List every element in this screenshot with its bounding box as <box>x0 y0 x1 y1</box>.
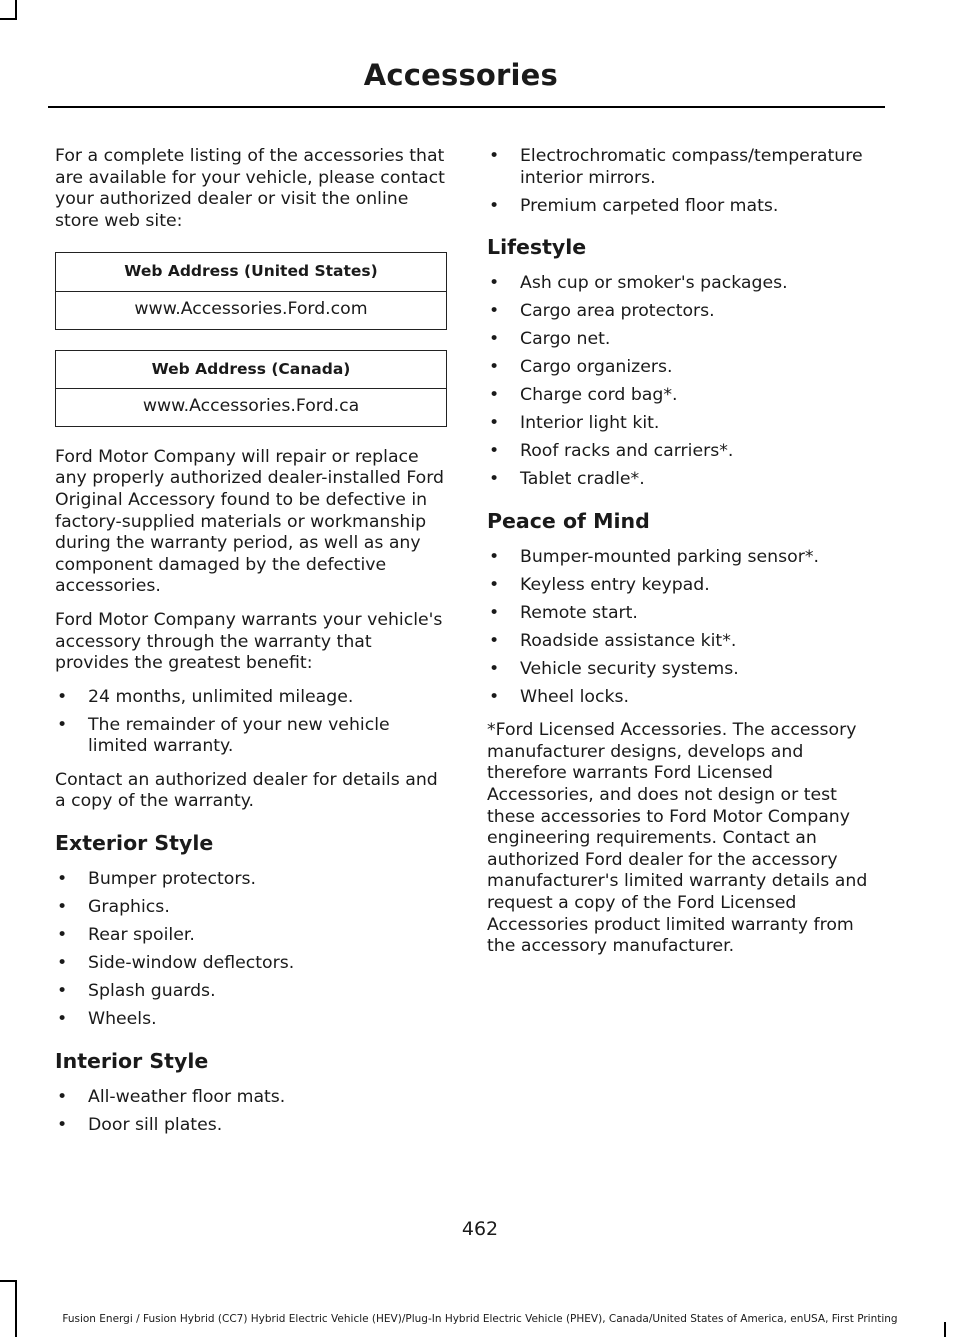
warranty-paragraph: Ford Motor Company warrants your vehicle's accessory through the warranty that provides the greatest benefit: <box>55 609 443 674</box>
list-item: • Wheel locks. <box>487 687 881 709</box>
exterior-list <box>55 869 447 1031</box>
list-item: • Bumper-mounted parking sensor*. <box>487 547 881 569</box>
list-item: • Premium carpeted floor mats. <box>487 196 881 218</box>
list-item: • Graphics. <box>55 897 447 919</box>
web-address-us-table <box>55 252 447 329</box>
table-heading: Web Address (United States) <box>56 253 446 292</box>
list-item: • Side-window deflectors. <box>55 953 447 975</box>
section-heading-lifestyle: Lifestyle <box>487 235 587 260</box>
list-item: • Ash cup or smoker's packages. <box>487 273 881 295</box>
list-item: • Vehicle security systems. <box>487 659 881 681</box>
list-item: • Rear spoiler. <box>55 925 447 947</box>
list-item: • The remainder of your new vehicle limited warranty. <box>55 715 447 758</box>
table-cell: www.Accessories.Ford.ca <box>142 396 360 417</box>
list-item: • Bumper protectors. <box>55 869 447 891</box>
table-cell: www.Accessories.Ford.com <box>134 298 368 319</box>
crop-mark-top-left-h <box>0 18 17 20</box>
list-item: • Splash guards. <box>55 981 447 1003</box>
licensed-accessories-paragraph: *Ford Licensed Accessories. The accessory manufacturer designs, develops and therefore warrants Ford Licensed Accessories, and does not design or test these accessories to Ford Motor Company engineering requirements. Contact an authorized Ford dealer for the accessory manufacturer's limited warranty details and request a copy of the Ford Licensed Accessories product limited warranty from the accessory manufacturer. <box>487 720 868 957</box>
lifestyle-list <box>487 273 881 490</box>
list-item: • Door sill plates. <box>55 1115 447 1137</box>
right-column <box>487 146 881 970</box>
crop-mark-bottom-left <box>15 1280 17 1337</box>
list-item: • Roof racks and carriers*. <box>487 441 881 463</box>
list-item: • Cargo area protectors. <box>487 301 881 323</box>
table-heading: Web Address (Canada) <box>56 351 446 390</box>
section-heading-exterior: Exterior Style <box>55 831 214 856</box>
interior-continued-list <box>487 146 881 217</box>
list-item: • 24 months, unlimited mileage. <box>55 687 447 709</box>
left-column <box>55 146 447 1148</box>
list-item: • Electrochromatic compass/temperature interior mirrors. <box>487 146 881 189</box>
repair-paragraph: Ford Motor Company will repair or replace any properly authorized dealer-installed Ford Original Accessory found to be defective in factory-supplied materials or workmanship during the warranty period, as well as any component damaged by the defective accessories. <box>55 446 445 597</box>
list-item: • Wheels. <box>55 1009 447 1031</box>
web-address-canada-table <box>55 350 447 427</box>
list-item: • Tablet cradle*. <box>487 469 881 491</box>
section-heading-interior: Interior Style <box>55 1048 209 1073</box>
list-item: • Cargo net. <box>487 329 881 351</box>
section-heading-peace-of-mind: Peace of Mind <box>487 508 650 533</box>
list-item: • Charge cord bag*. <box>487 385 881 407</box>
interior-list <box>55 1087 447 1137</box>
page-title: Accessories <box>363 58 558 92</box>
list-item: • Cargo organizers. <box>487 357 881 379</box>
warranty-list <box>55 687 447 758</box>
intro-paragraph: For a complete listing of the accessories that are available for your vehicle, please contact your authorized dealer or visit the online store web site: <box>55 146 445 231</box>
crop-mark-top-left <box>15 0 17 20</box>
peace-of-mind-list <box>487 547 881 709</box>
header-rule <box>48 106 885 108</box>
list-item: • Interior light kit. <box>487 413 881 435</box>
list-item: • All-weather floor mats. <box>55 1087 447 1109</box>
list-item: • Remote start. <box>487 603 881 625</box>
list-item: • Keyless entry keypad. <box>487 575 881 597</box>
contact-paragraph: Contact an authorized dealer for details and a copy of the warranty. <box>55 769 438 812</box>
footer-text: Fusion Energi / Fusion Hybrid (CC7) Hybrid Electric Vehicle (HEV)/Plug-In Hybrid Electric Vehicle (PHEV), Canada/United States of America, enUSA, First Printing <box>62 1313 898 1325</box>
crop-mark-bottom-left-h <box>0 1280 17 1282</box>
page-number: 462 <box>461 1218 499 1240</box>
list-item: • Roadside assistance kit*. <box>487 631 881 653</box>
